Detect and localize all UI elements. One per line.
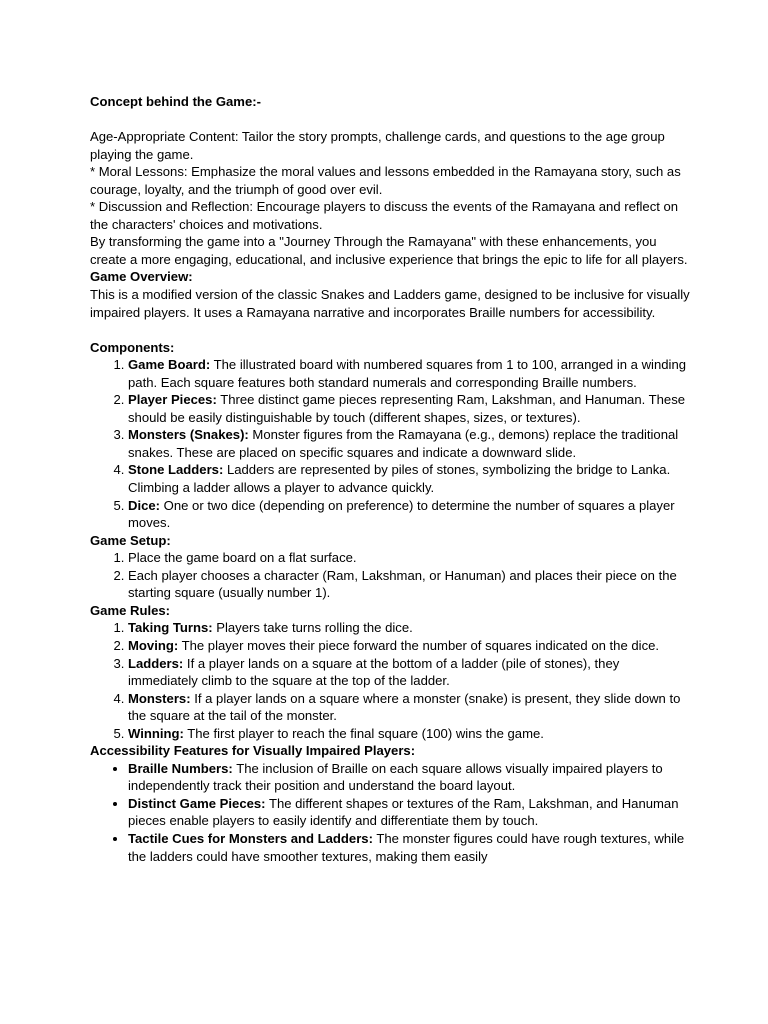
list-item (128, 760, 690, 795)
accessibility-list (90, 760, 690, 865)
list-item (128, 795, 690, 830)
item-term: Monsters: (128, 690, 191, 706)
list-item (128, 391, 690, 426)
item-term: Moving: (128, 637, 179, 653)
item-text: Ladders are represented by piles of stones, symbolizing the bridge to Lanka. Climbing a ladder allows a player to advance quickly. (128, 462, 671, 496)
item-text: One or two dice (depending on preference) to determine the number of squares a player moves. (128, 497, 675, 531)
spacer (90, 321, 690, 339)
item-term: Game Board: (128, 357, 211, 373)
item-text: Monster figures from the Ramayana (e.g., demons) replace the traditional snakes. These are placed on specific squares and indicate a downward slide. (128, 427, 679, 460)
discussion-paragraph: * Discussion and Reflection: Encourage players to discuss the events of the Ramayana and reflect on the characters' choices and motivations. (90, 199, 679, 232)
list-item (128, 637, 690, 655)
moral-lessons-paragraph: * Moral Lessons: Emphasize the moral values and lessons embedded in the Ramayana story, such as courage, loyalty, and the triumph of good over evil. (90, 164, 681, 197)
list-item (128, 619, 690, 637)
item-term: Monsters (Snakes): (128, 427, 249, 443)
list-item (128, 356, 690, 391)
setup-list (90, 549, 690, 602)
transforming-paragraph: By transforming the game into a "Journey Through the Ramayana" with these enhancements, you create a more engaging, educational, and inclusive experience that brings the epic to life for all players. (90, 234, 688, 267)
overview-paragraph: This is a modified version of the classic Snakes and Ladders game, designed to be inclusive for visually impaired players. It uses a Ramayana narrative and incorporates Braille numbers for accessibility. (90, 287, 690, 320)
accessibility-heading: Accessibility Features for Visually Impaired Players: (90, 743, 416, 759)
item-text: The different shapes or textures of the Ram, Lakshman, and Hanuman pieces enable players to easily identify and differentiate them by touch. (128, 795, 679, 829)
item-text: The monster figures could have rough textures, while the ladders could have smoother textures, making them easily (128, 830, 685, 864)
item-term: Player Pieces: (128, 392, 217, 408)
list-item (128, 461, 690, 496)
list-item: 2. Each player chooses a character (Ram, Lakshman, or Hanuman) and places their piece on the starting square (usually number 1). (128, 567, 690, 602)
item-text: Three distinct game pieces representing Ram, Lakshman, and Hanuman. These should be easily distinguishable by touch (different shapes, sizes, or textures). (128, 392, 686, 425)
item-text: The player moves their piece forward the number of squares indicated on the dice. (178, 637, 660, 653)
list-item: 1. Place the game board on a flat surface. (128, 549, 690, 567)
item-term: Ladders: (128, 655, 184, 671)
age-content-paragraph: Age-Appropriate Content: Tailor the story prompts, challenge cards, and questions to the age group playing the game. (90, 129, 665, 162)
item-text: Players take turns rolling the dice. (212, 620, 413, 636)
list-item (128, 830, 690, 865)
list-item (128, 426, 690, 461)
item-text: The inclusion of Braille on each square allows visually impaired players to independently track their position and understand the board layout. (128, 760, 663, 794)
list-item (128, 655, 690, 690)
item-term: Tactile Cues for Monsters and Ladders: (128, 830, 373, 846)
item-text: If a player lands on a square where a monster (snake) is present, they slide down to the square at the tail of the monster. (128, 690, 681, 724)
rules-heading: Game Rules: (90, 602, 171, 618)
list-item (128, 690, 690, 725)
item-text: The illustrated board with numbered squares from 1 to 100, arranged in a winding path. Each square features both standard numerals and corresponding Braille numbers. (128, 357, 687, 390)
list-item (128, 497, 690, 532)
item-term: Winning: (128, 725, 184, 741)
components-heading: Components: (90, 339, 175, 355)
item-text: The first player to reach the final square (100) wins the game. (183, 725, 544, 741)
concept-heading: Concept behind the Game:- (90, 94, 261, 109)
item-text: If a player lands on a square at the bottom of a ladder (pile of stones), they immediately climb to the square at the top of the ladder. (128, 655, 620, 689)
item-term: Taking Turns: (128, 620, 213, 636)
overview-heading: Game Overview: (90, 269, 193, 285)
item-term: Dice: (128, 497, 161, 513)
item-term: Distinct Game Pieces: (128, 795, 266, 811)
spacer (90, 111, 690, 129)
components-list (90, 356, 690, 531)
document-page (90, 93, 690, 865)
list-item (128, 725, 690, 743)
rules-list (90, 619, 690, 742)
item-term: Braille Numbers: (128, 760, 233, 776)
item-term: Stone Ladders: (128, 462, 224, 478)
setup-heading: Game Setup: (90, 532, 171, 548)
